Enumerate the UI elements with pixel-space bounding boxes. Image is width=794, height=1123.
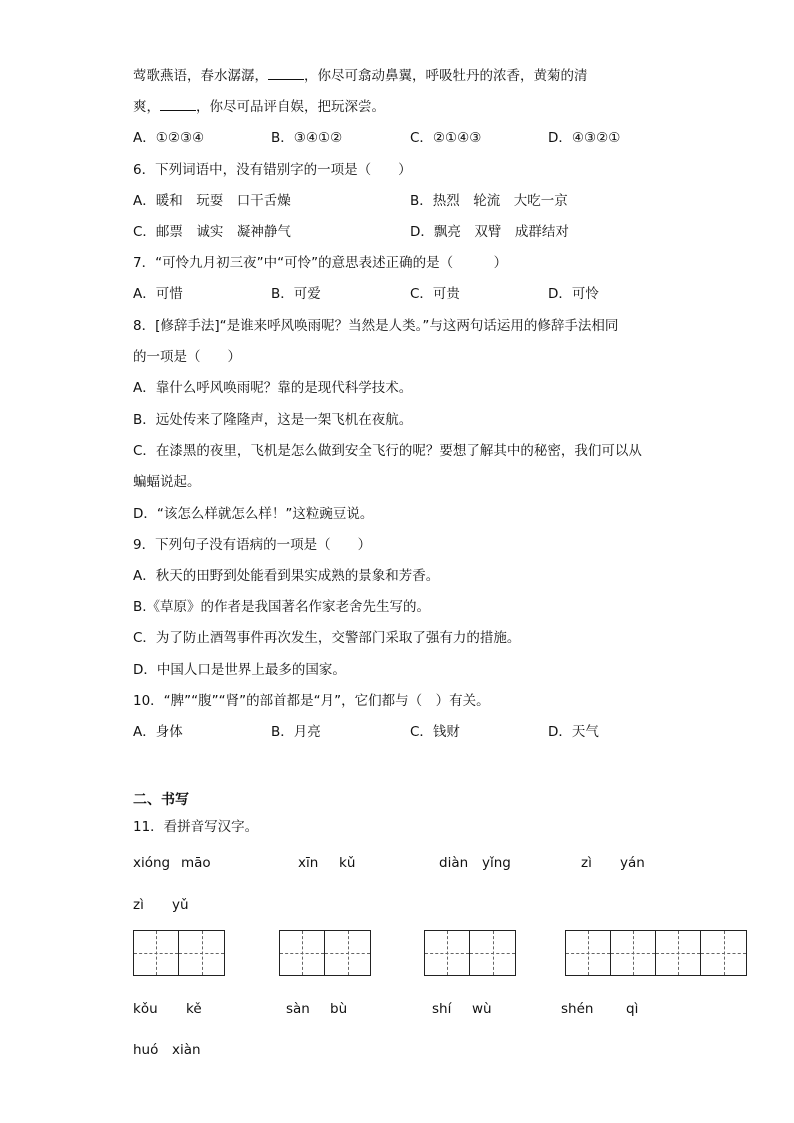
grid-cell[interactable] [134, 931, 179, 975]
grid-cell[interactable] [611, 931, 656, 975]
q10-stem: 10．“脾”“腹”“肾”的部首都是“月”，它们都与（ ）有关。 [133, 693, 490, 709]
q10-option-c[interactable]: C．钱财 [410, 724, 460, 740]
pinyin-ku: kǔ [339, 855, 356, 871]
pinyin-bu: bù [330, 1001, 348, 1017]
q5-line-1a: 莺歌燕语，春水潺潺， [133, 68, 268, 84]
q5-option-d[interactable]: D．④③②① [548, 130, 621, 146]
q8-option-c-2[interactable]: 蝙蝠说起。 [133, 474, 201, 490]
pinyin-zi: zì [581, 855, 592, 871]
q5-line-1 [133, 66, 588, 86]
q8-option-d[interactable]: D．“该怎么样就怎么样！”这粒豌豆说。 [133, 506, 374, 522]
pinyin-xiong: xióng [133, 855, 171, 871]
q5-option-c[interactable]: C．②①④③ [410, 130, 482, 146]
grid-cell[interactable] [566, 931, 611, 975]
pinyin-qi: qì [626, 1001, 639, 1017]
q7-stem: 7．“可怜九月初三夜”中“可怜”的意思表述正确的是（ ） [133, 255, 508, 271]
q9-stem: 9．下列句子没有语病的一项是（ ） [133, 537, 372, 553]
q7-option-d[interactable]: D．可怜 [548, 286, 599, 302]
pinyin-shen: shén [561, 1001, 594, 1017]
q10-option-b[interactable]: B．月亮 [271, 724, 321, 740]
pinyin-kou: kǒu [133, 1001, 158, 1017]
q6-option-d[interactable]: D．飘亮 双臂 成群结对 [410, 224, 569, 240]
answer-blank[interactable] [160, 98, 196, 111]
q8-option-a[interactable]: A．靠什么呼风唤雨呢？靠的是现代科学技术。 [133, 380, 413, 396]
q5-line-2b: ，你尽可品评自娱，把玩深尝。 [196, 99, 385, 115]
grid-cell[interactable] [701, 931, 746, 975]
pinyin-dian: diàn [439, 855, 469, 871]
q8-stem-1: 8．[修辞手法]“是谁来呼风唤雨呢？当然是人类。”与这两句话运用的修辞手法相同 [133, 318, 619, 334]
q8-option-b[interactable]: B．远处传来了隆隆声，这是一架飞机在夜航。 [133, 412, 413, 428]
pinyin-ke: kě [186, 1001, 202, 1017]
q5-option-b[interactable]: B．③④①② [271, 130, 343, 146]
q7-option-a[interactable]: A．可惜 [133, 286, 183, 302]
writing-grid-2[interactable] [279, 930, 371, 976]
q5-option-a[interactable]: A．①②③④ [133, 130, 205, 146]
pinyin-shi: shí [432, 1001, 452, 1017]
pinyin-mao: māo [181, 855, 211, 871]
pinyin-ying: yǐng [482, 855, 511, 871]
pinyin-huo: huó [133, 1042, 159, 1058]
grid-cell[interactable] [280, 931, 325, 975]
q7-option-b[interactable]: B．可爱 [271, 286, 321, 302]
grid-cell[interactable] [470, 931, 515, 975]
q10-option-d[interactable]: D．天气 [548, 724, 599, 740]
pinyin-xin: xīn [298, 855, 319, 871]
q11-stem: 11．看拼音写汉字。 [133, 819, 259, 835]
q5-line-1b: ，你尽可翕动鼻翼，呼吸牡丹的浓香，黄菊的清 [304, 68, 588, 84]
grid-cell[interactable] [179, 931, 224, 975]
writing-grid-3[interactable] [424, 930, 516, 976]
grid-cell[interactable] [656, 931, 701, 975]
q9-option-a[interactable]: A．秋天的田野到处能看到果实成熟的景象和芳香。 [133, 568, 440, 584]
writing-grid-1[interactable] [133, 930, 225, 976]
q8-option-c-1[interactable]: C．在漆黑的夜里，飞机是怎么做到安全飞行的呢？要想了解其中的秘密，我们可以从 [133, 443, 642, 459]
q8-stem-2: 的一项是（ ） [133, 349, 241, 365]
writing-grid-4[interactable] [565, 930, 747, 976]
q6-option-a[interactable]: A．暖和 玩耍 口干舌燥 [133, 193, 291, 209]
q10-option-a[interactable]: A．身体 [133, 724, 183, 740]
grid-cell[interactable] [325, 931, 370, 975]
answer-blank[interactable] [268, 67, 304, 80]
q6-stem: 6．下列词语中，没有错别字的一项是（ ） [133, 162, 412, 178]
pinyin-zi-2: zì [133, 897, 144, 913]
q7-option-c[interactable]: C．可贵 [410, 286, 460, 302]
grid-cell[interactable] [425, 931, 470, 975]
pinyin-san: sàn [286, 1001, 310, 1017]
pinyin-wu: wù [472, 1001, 492, 1017]
q6-option-b[interactable]: B．热烈 轮流 大吃一京 [410, 193, 568, 209]
q6-option-c[interactable]: C．邮票 诚实 凝神静气 [133, 224, 291, 240]
q5-line-2a: 爽， [133, 99, 160, 115]
q9-option-c[interactable]: C．为了防止酒驾事件再次发生，交警部门采取了强有力的措施。 [133, 630, 521, 646]
q9-option-b[interactable]: B.《草原》的作者是我国著名作家老舍先生写的。 [133, 599, 431, 615]
q9-option-d[interactable]: D．中国人口是世界上最多的国家。 [133, 662, 346, 678]
pinyin-yu: yǔ [172, 897, 189, 913]
q5-line-2 [133, 97, 385, 117]
pinyin-yan: yán [620, 855, 645, 871]
pinyin-xian: xiàn [172, 1042, 201, 1058]
section-title: 二、书写 [133, 792, 189, 808]
